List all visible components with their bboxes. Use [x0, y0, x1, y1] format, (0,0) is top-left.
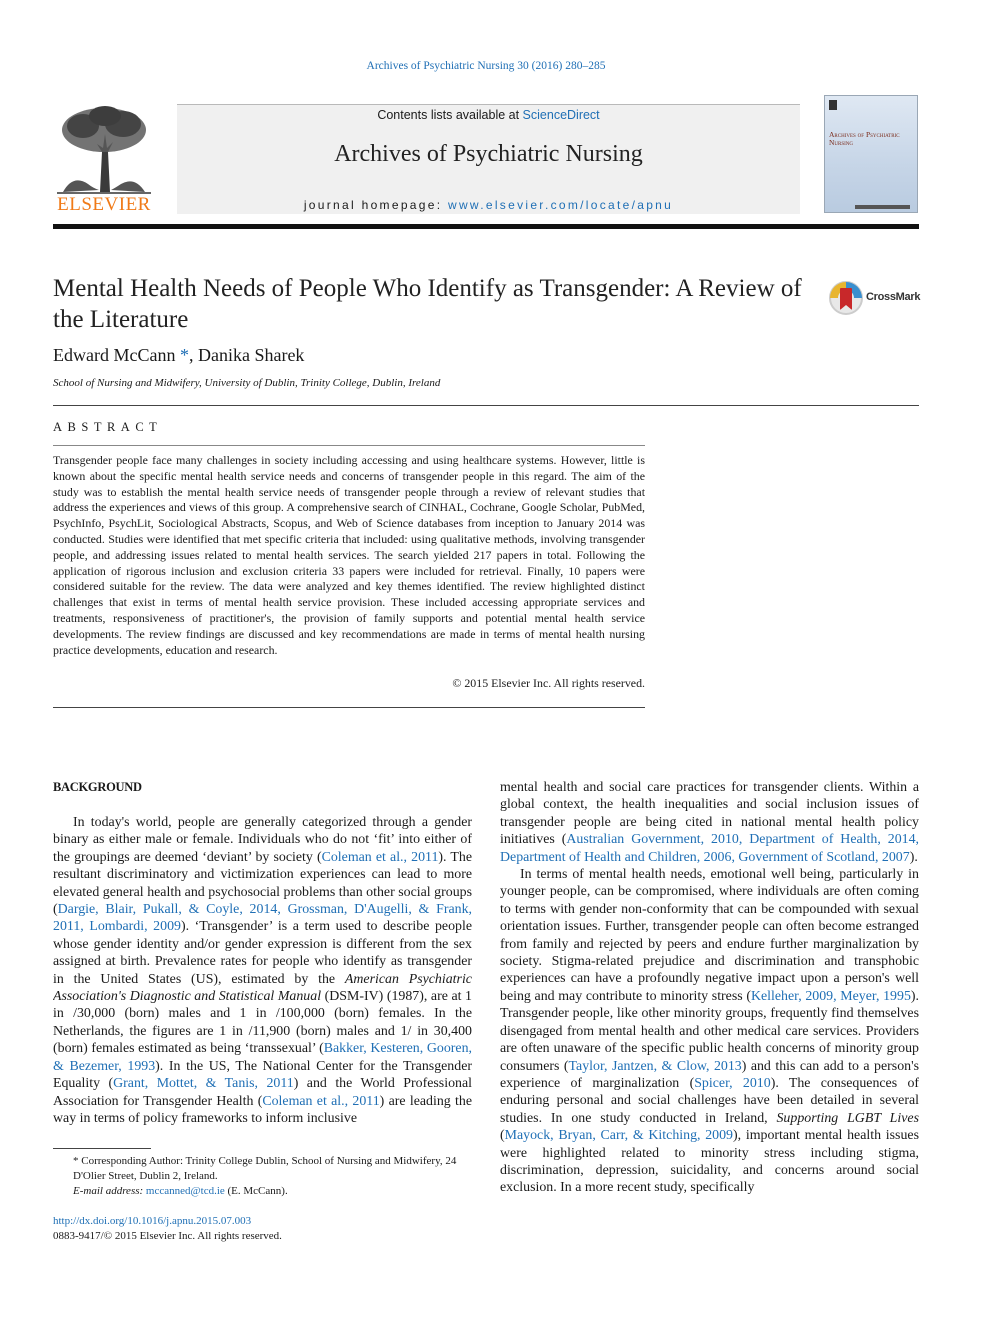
citation-link[interactable]: Kelleher, 2009, Meyer, 1995: [750, 988, 911, 1004]
body-text: ) and the World Professional Association for Transgender Health (: [53, 1076, 472, 1109]
citation-link[interactable]: Spicer, 2010: [694, 1075, 771, 1091]
body-text: (DSM-IV) (1987), are at 1 in /30,000 (born) males and 1 in /100,000 (born) females. In the Netherlands, the figures are 1 in /11,900 (born) males and 1/ in 30,400 (born) females estimated as being ‘transsexual’ (: [53, 989, 472, 1057]
email-link[interactable]: mccanned@tcd.ie: [145, 1185, 225, 1197]
journal-homepage: [177, 198, 800, 212]
footnote: [53, 1154, 473, 1199]
cover-footer-bar: [855, 205, 910, 209]
cover-title: Archives of Psychiatric Nursing: [829, 130, 900, 147]
elsevier-wordmark: ELSEVIER: [57, 194, 151, 215]
citation-link[interactable]: Dargie, Blair, Pukall, & Coyle, 2014, Grossman, D'Augelli, & Frank, 2011, Lombardi, 2009: [53, 902, 472, 935]
doi-link[interactable]: http://dx.doi.org/10.1016/j.apnu.2015.07.003: [53, 1215, 252, 1227]
body-text: ). In the US, The National Center for the Transgender Equality (: [53, 1058, 472, 1092]
article-title: Mental Health Needs of People Who Identify as Transgender: A Review of the Literature: [53, 275, 802, 333]
author-list: [53, 345, 304, 366]
citation-link[interactable]: Bakker, Kesteren, Gooren, & Bezemer, 1993: [53, 1041, 472, 1074]
body-text: ). The resultant discriminatory and victimization experiences can lead to more elevated general health and psychosocial problems than other social groups (: [53, 849, 472, 918]
sciencedirect-link[interactable]: ScienceDirect: [522, 108, 600, 122]
abstract-copyright: © 2015 Elsevier Inc. All rights reserved.: [452, 676, 645, 690]
doi-block: [53, 1214, 282, 1244]
author-name: Danika Sharek: [197, 345, 305, 365]
citation-link[interactable]: Coleman et al., 2011: [262, 1093, 380, 1109]
citation-link[interactable]: Mayock, Bryan, Carr, & Kitching, 2009: [504, 1128, 733, 1144]
section-heading: BACKGROUND: [53, 780, 142, 794]
issn-line: 0883-9417/© 2015 Elsevier Inc. All rights reserved.: [53, 1230, 282, 1242]
contents-line: [177, 108, 800, 122]
header-rule: [53, 224, 919, 229]
italic-text: American Psychiatric Association's Diagnostic and Statistical Manual: [53, 971, 472, 1005]
body-text: In terms of mental health needs, emotional well being, particularly in younger people, can be compromised, where individuals are often coming to terms with gender non-conformity that can be compounded with sexual orientation issues. Further, transgender people can often become estranged from family and rejected by peers and endure further marginalization by society. Stigma-related prejudice and discrimination and transphobic experiences can have a profoundly negative impact upon a person's well being and may contribute to minority stress (: [500, 867, 919, 1004]
abstract-text: Transgender people face many challenges in society including accessing and using healthcare systems. However, little is known about the specific mental health service needs and concerns of transgender people in this regard. The aim of the study was to establish the mental health service needs of transgender people through a review of relevant studies that address the experiences and views of this group. A comprehensive search of CINHAL, Cochrane, Google Scholar, PubMed, PsychInfo, PsychLit, Sociological Abstracts, Scopus, and Web of Science databases from inception to January 2014 was conducted. Studies were identified that met specific criteria that included: using qualitative methods, involving transgender people, and addressing issues related to mental health services. The search yielded 217 papers in total. Following the application of rigorous inclusion and exclusion criteria 33 papers were included for retrieval. Finally, 10 papers were considered suitable for the review. The data were analyzed and key themes identified. The review highlighted distinct challenges that exist in terms of mental health service provision. These included accessing appropriate services and treatments, responsiveness of practitioner's, the provision of family supports and potential mental health service developments. The review findings are discussed and key recommendations are made in terms of mental health nursing practice developments, education and research.: [53, 453, 645, 657]
citation-link[interactable]: Grant, Mottet, & Tanis, 2011: [113, 1076, 294, 1092]
italic-text: Supporting LGBT Lives: [776, 1110, 919, 1126]
email-suffix: (E. McCann).: [224, 1185, 288, 1197]
body-text: ). ‘Transgender’ is a term used to describe people whose gender identity and/or gender expression is different from the sex assigned at birth. Prevalence rates for people who identify as transgender in the United States (US), estimated by the: [53, 919, 472, 987]
crossmark-icon: [828, 280, 864, 316]
journal-title: Archives of Psychiatric Nursing: [334, 141, 643, 167]
contents-prefix: Contents lists available at: [377, 108, 523, 122]
abstract-top-rule: [53, 445, 645, 446]
journal-cover-thumbnail[interactable]: [824, 95, 918, 213]
body-left-column: [53, 814, 472, 1130]
abstract-label: ABSTRACT: [53, 420, 163, 434]
homepage-link[interactable]: www.elsevier.com/locate/apnu: [447, 198, 674, 212]
elsevier-tree-icon: [53, 104, 155, 194]
email-note: [53, 1184, 473, 1199]
cover-publisher-mark: [829, 100, 837, 110]
body-text: ) and this can add to a person's experience of marginalization (: [500, 1058, 919, 1091]
body-text: ). The consequences of enduring personal and social challenges have been detailed in several studies. In one study conducted in Ireland,: [500, 1075, 919, 1126]
footnote-mark: *: [73, 1155, 79, 1167]
elsevier-logo: [53, 104, 155, 216]
body-text: ) are leading the way in terms of policy frameworks to inform inclusive: [53, 1093, 472, 1126]
crossmark-badge[interactable]: [828, 280, 923, 318]
author-separator: ,: [188, 345, 198, 365]
body-paragraph: [53, 814, 472, 1127]
footnote-rule: [53, 1148, 151, 1149]
body-text: (: [500, 1128, 505, 1144]
email-label: E-mail address:: [73, 1185, 146, 1197]
body-paragraph: [500, 779, 919, 866]
body-paragraph: [500, 866, 919, 1197]
citation-link[interactable]: Coleman et al., 2011: [321, 849, 439, 865]
body-text: mental health and social care practices for transgender clients. Within a global context, the health inequalities and social inclusion issues of transgender people are being cited in national mental health policy initiatives (: [500, 780, 919, 848]
corresponding-author-note: [53, 1154, 473, 1184]
crossmark-label: CrossMark: [866, 291, 921, 303]
body-text: In today's world, people are generally categorized through a gender binary as either male or female. Individuals who do not ‘fit’ into either of the groupings are deemed ‘deviant’ by society (: [53, 815, 472, 865]
abstract-bottom-rule: [53, 707, 645, 708]
journal-reference[interactable]: Archives of Psychiatric Nursing 30 (2016) 280–285: [366, 60, 606, 72]
author-name: Edward McCann: [53, 345, 176, 365]
corresponding-author-mark[interactable]: *: [179, 345, 189, 365]
citation-link[interactable]: Taylor, Jantzen, & Clow, 2013: [568, 1058, 742, 1074]
title-rule: [53, 405, 919, 406]
footnote-text: Corresponding Author: Trinity College Dublin, School of Nursing and Midwifery, 24 D'Olier Street, Dublin 2, Ireland.: [73, 1155, 457, 1182]
affiliation: School of Nursing and Midwifery, University of Dublin, Trinity College, Dublin, Ireland: [53, 377, 441, 389]
citation-link[interactable]: Australian Government, 2010, Department of Health, 2014, Department of Health and Children, 2006, Government of Scotland, 2007: [500, 832, 919, 865]
journal-header-box: [177, 104, 800, 214]
body-right-column: [500, 779, 919, 1199]
body-text: ), important mental health issues were highlighted related to minority stress including stigma, discrimination, depression, suicidality, and concerns around social exclusion. In a more recent study, specifically: [500, 1128, 919, 1196]
body-text: ). Transgender people, like other minority groups, frequently find themselves disengaged from mental health and other medical care services. Providers are often unaware of the specific public health concerns of minority group consumers (: [500, 988, 919, 1074]
homepage-prefix: journal homepage:: [303, 198, 448, 212]
body-text: ).: [909, 849, 918, 865]
